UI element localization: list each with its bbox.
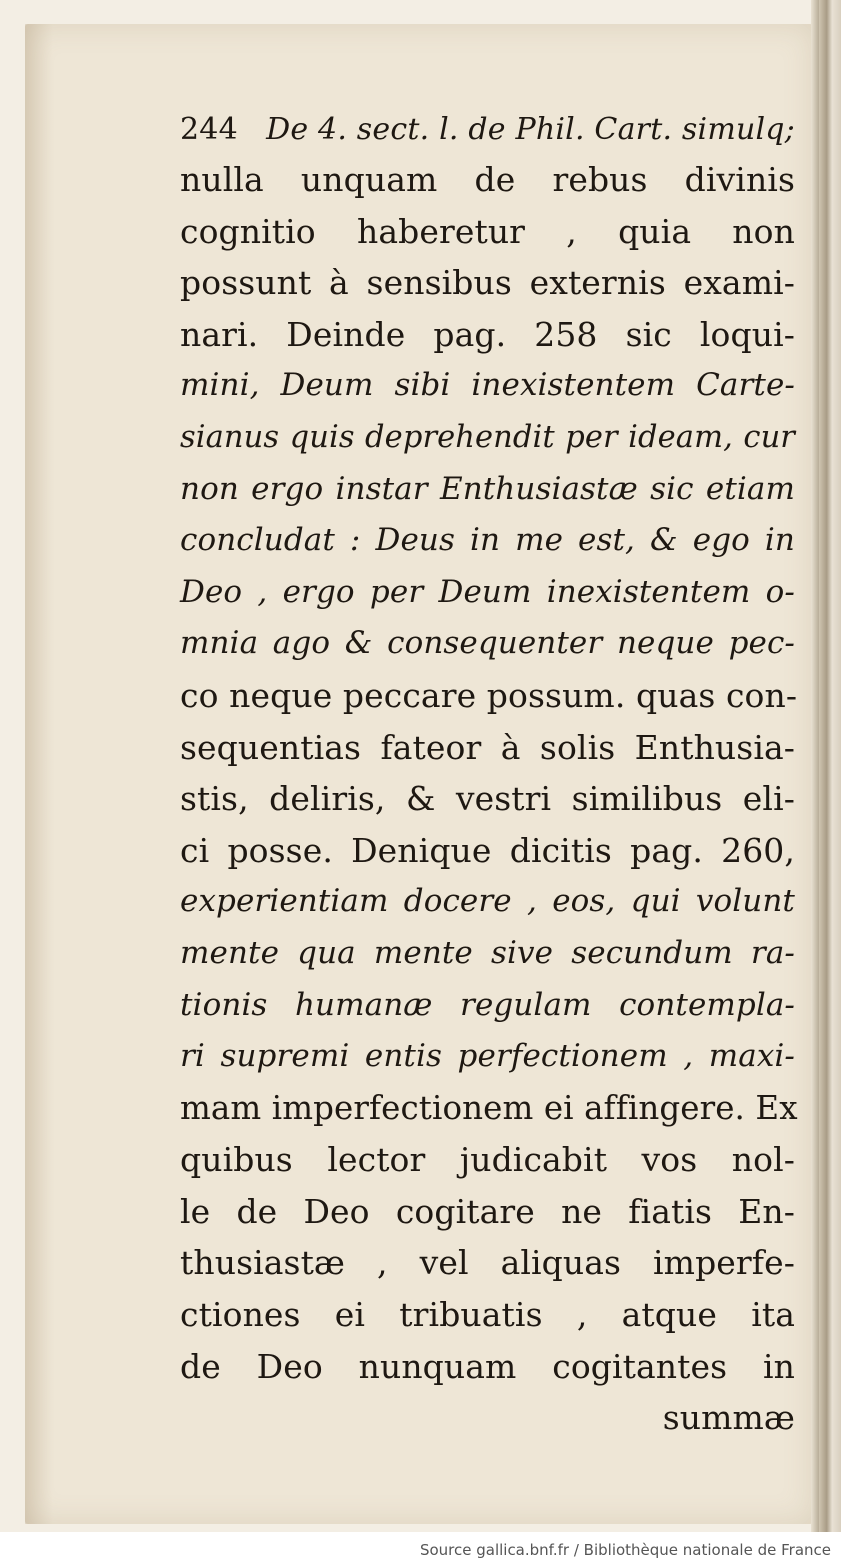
text-line: sequentias fateor à solis Enthusia- — [180, 727, 795, 767]
text-line: tionis humanæ regulam contempla- — [180, 986, 795, 1023]
text-line: mam imperfectionem ei affingere. Ex — [180, 1088, 798, 1127]
text-line: le de Deo cogitare ne fiatis En- — [180, 1191, 795, 1231]
text-line: nari. Deinde pag. 258 sic loqui- — [180, 314, 795, 354]
source-credit: Source gallica.bnf.fr / Bibliothèque nationale de France — [419, 1541, 831, 1559]
text-line: co neque peccare possum. quas con- — [180, 675, 798, 715]
text-line: mente qua mente sive secundum ra- — [180, 934, 795, 971]
running-header — [180, 110, 795, 154]
text-line: quibus lector judicabit vos nol- — [180, 1140, 795, 1180]
text-line: non ergo instar Enthusiastæ sic etiam — [180, 470, 795, 507]
text-line: sianus quis deprehendit per ideam, cur — [180, 419, 795, 455]
book-leaf — [25, 24, 813, 1524]
text-line: ri supremi entis perfectionem , maxi- — [180, 1038, 795, 1075]
text-line: ci posse. Denique dicitis pag. 260, — [180, 830, 795, 870]
text-line: thusiastæ , vel aliquas imperfe- — [180, 1243, 795, 1283]
gutter-shadow — [25, 24, 53, 1524]
page-text — [180, 110, 798, 1444]
text-line: stis, deliris, & vestri similibus eli- — [180, 779, 795, 819]
text-line: possunt à sensibus externis exami- — [180, 263, 795, 303]
page-edge — [819, 0, 841, 1532]
text-line: nulla unquam de rebus divinis — [180, 160, 795, 199]
text-line: mini, Deum sibi inexistentem Carte- — [180, 367, 795, 404]
catchword: summæ — [662, 1398, 795, 1438]
binding-strip — [811, 0, 819, 1532]
text-line: experientiam docere , eos, qui volunt — [180, 883, 795, 920]
footer-bar — [0, 1532, 841, 1566]
text-line: ctiones ei tribuatis , atque ita — [180, 1295, 795, 1335]
text-line: Deo , ergo per Deum inexistentem o- — [180, 573, 795, 610]
text-line: cognitio haberetur , quia non — [180, 211, 795, 251]
text-line: mnia ago & consequenter neque pec- — [180, 625, 795, 662]
text-line: de Deo nunquam cogitantes in — [180, 1346, 795, 1386]
page-number: 244 — [180, 112, 238, 147]
text-line: concludat : Deus in me est, & ego in — [180, 522, 795, 559]
running-title: De 4. sect. l. de Phil. Cart. simulq; — [266, 112, 795, 147]
